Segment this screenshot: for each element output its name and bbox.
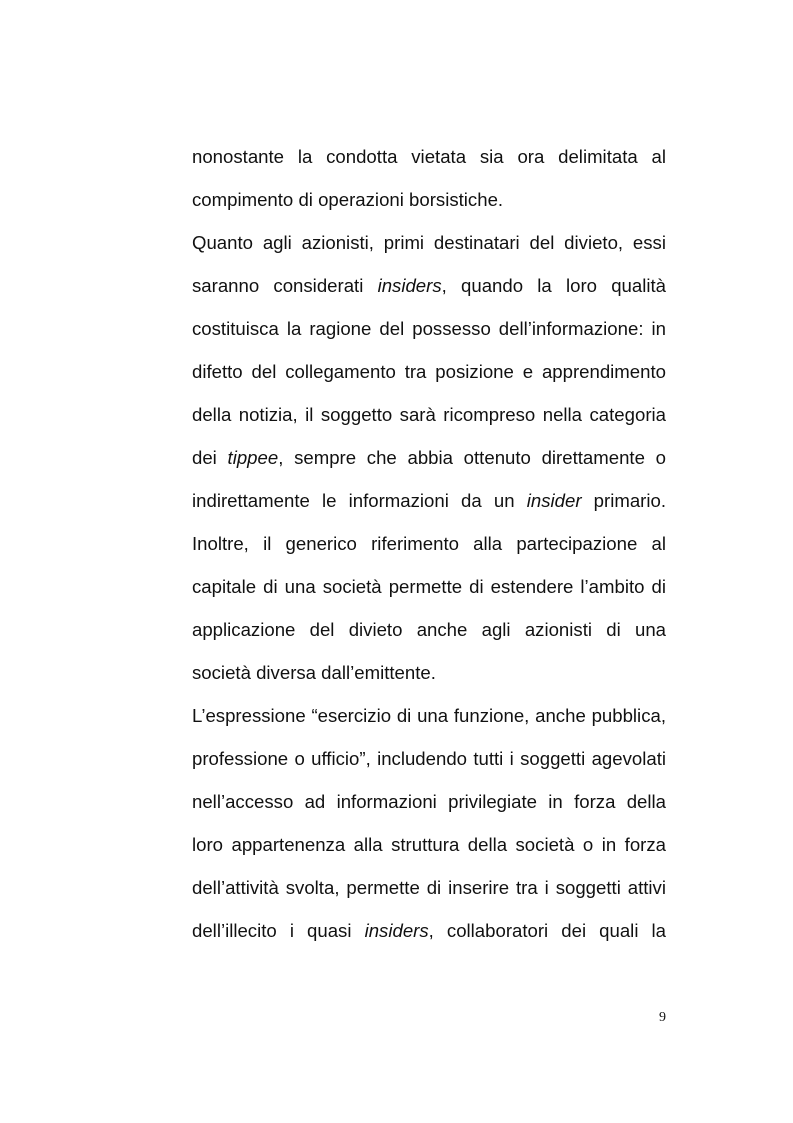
text-line: L’espressione “esercizio di una funzione, anche pubblica, bbox=[192, 705, 666, 726]
text-line: Inoltre, il generico riferimento alla partecipazione al bbox=[192, 533, 666, 554]
text-line: dei tippee, sempre che abbia ottenuto direttamente o bbox=[192, 447, 666, 468]
text-line: difetto del collegamento tra posizione e apprendimento bbox=[192, 361, 666, 382]
text-line: Quanto agli azionisti, primi destinatari del divieto, essi bbox=[192, 232, 666, 253]
text-line: applicazione del divieto anche agli azionisti di una bbox=[192, 619, 666, 640]
text-line: professione o ufficio”, includendo tutti i soggetti agevolati bbox=[192, 748, 666, 769]
page-number: 9 bbox=[659, 1010, 666, 1025]
text-line: compimento di operazioni borsistiche. bbox=[192, 189, 504, 210]
text-line: dell’attività svolta, permette di inserire tra i soggetti attivi bbox=[192, 877, 666, 898]
text-line: costituisca la ragione del possesso dell’informazione: in bbox=[192, 318, 666, 339]
text-line: indirettamente le informazioni da un insider primario. bbox=[192, 490, 667, 511]
text-line: capitale di una società permette di estendere l’ambito di bbox=[192, 576, 666, 597]
text-line: della notizia, il soggetto sarà ricompreso nella categoria bbox=[192, 404, 666, 425]
text-line: dell’illecito i quasi insiders, collaboratori dei quali la bbox=[192, 920, 667, 941]
text-line: nonostante la condotta vietata sia ora delimitata al bbox=[192, 146, 666, 167]
body-text bbox=[192, 140, 666, 957]
text-line: loro appartenenza alla struttura della società o in forza bbox=[192, 834, 666, 855]
text-line: società diversa dall’emittente. bbox=[192, 662, 436, 683]
text-line: saranno considerati insiders, quando la loro qualità bbox=[192, 275, 666, 296]
text-line: nell’accesso ad informazioni privilegiate in forza della bbox=[192, 791, 666, 812]
